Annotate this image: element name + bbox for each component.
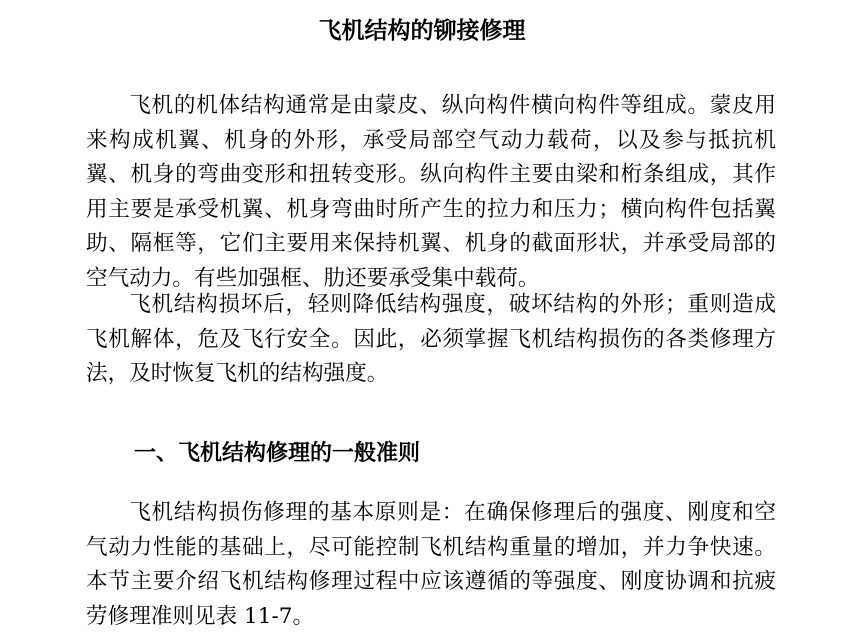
section-paragraph: 飞机结构损伤修理的基本原则是：在确保修理后的强度、刚度和空气动力性能的基础上，尽可能控制飞机结构重量的增加，并力争快速。本节主要介绍飞机结构修理过程中应该遵循的等强度、刚度协调和抗疲劳修理准则见表 11-7。 [86, 500, 776, 629]
intro-paragraph-structure: 飞机的机体结构通常是由蒙皮、纵向构件横向构件等组成。蒙皮用来构成机翼、机身的外形，承受局部空气动力载荷，以及参与抵抗机翼、机身的弯曲变形和扭转变形。纵向构件主要由梁和桁条组成，其作用主要是承受机翼、机身弯曲时所产生的拉力和压力；横向构件包括翼助、隔框等，它们主要用来保持机翼、机身的截面形状，并承受局部的空气动力。有些加强框、肋还要承受集中载荷。 [86, 93, 776, 291]
section-heading: 一、飞机结构修理的一般准则 [134, 441, 421, 466]
intro-paragraph-damage: 飞机结构损坏后，轻则降低结构强度，破坏结构的外形；重则造成飞机解体，危及飞行安全。因此，必须掌握飞机结构损伤的各类修理方法，及时恢复飞机的结构强度。 [86, 292, 776, 387]
document-title: 飞机结构的铆接修理 [318, 18, 526, 44]
